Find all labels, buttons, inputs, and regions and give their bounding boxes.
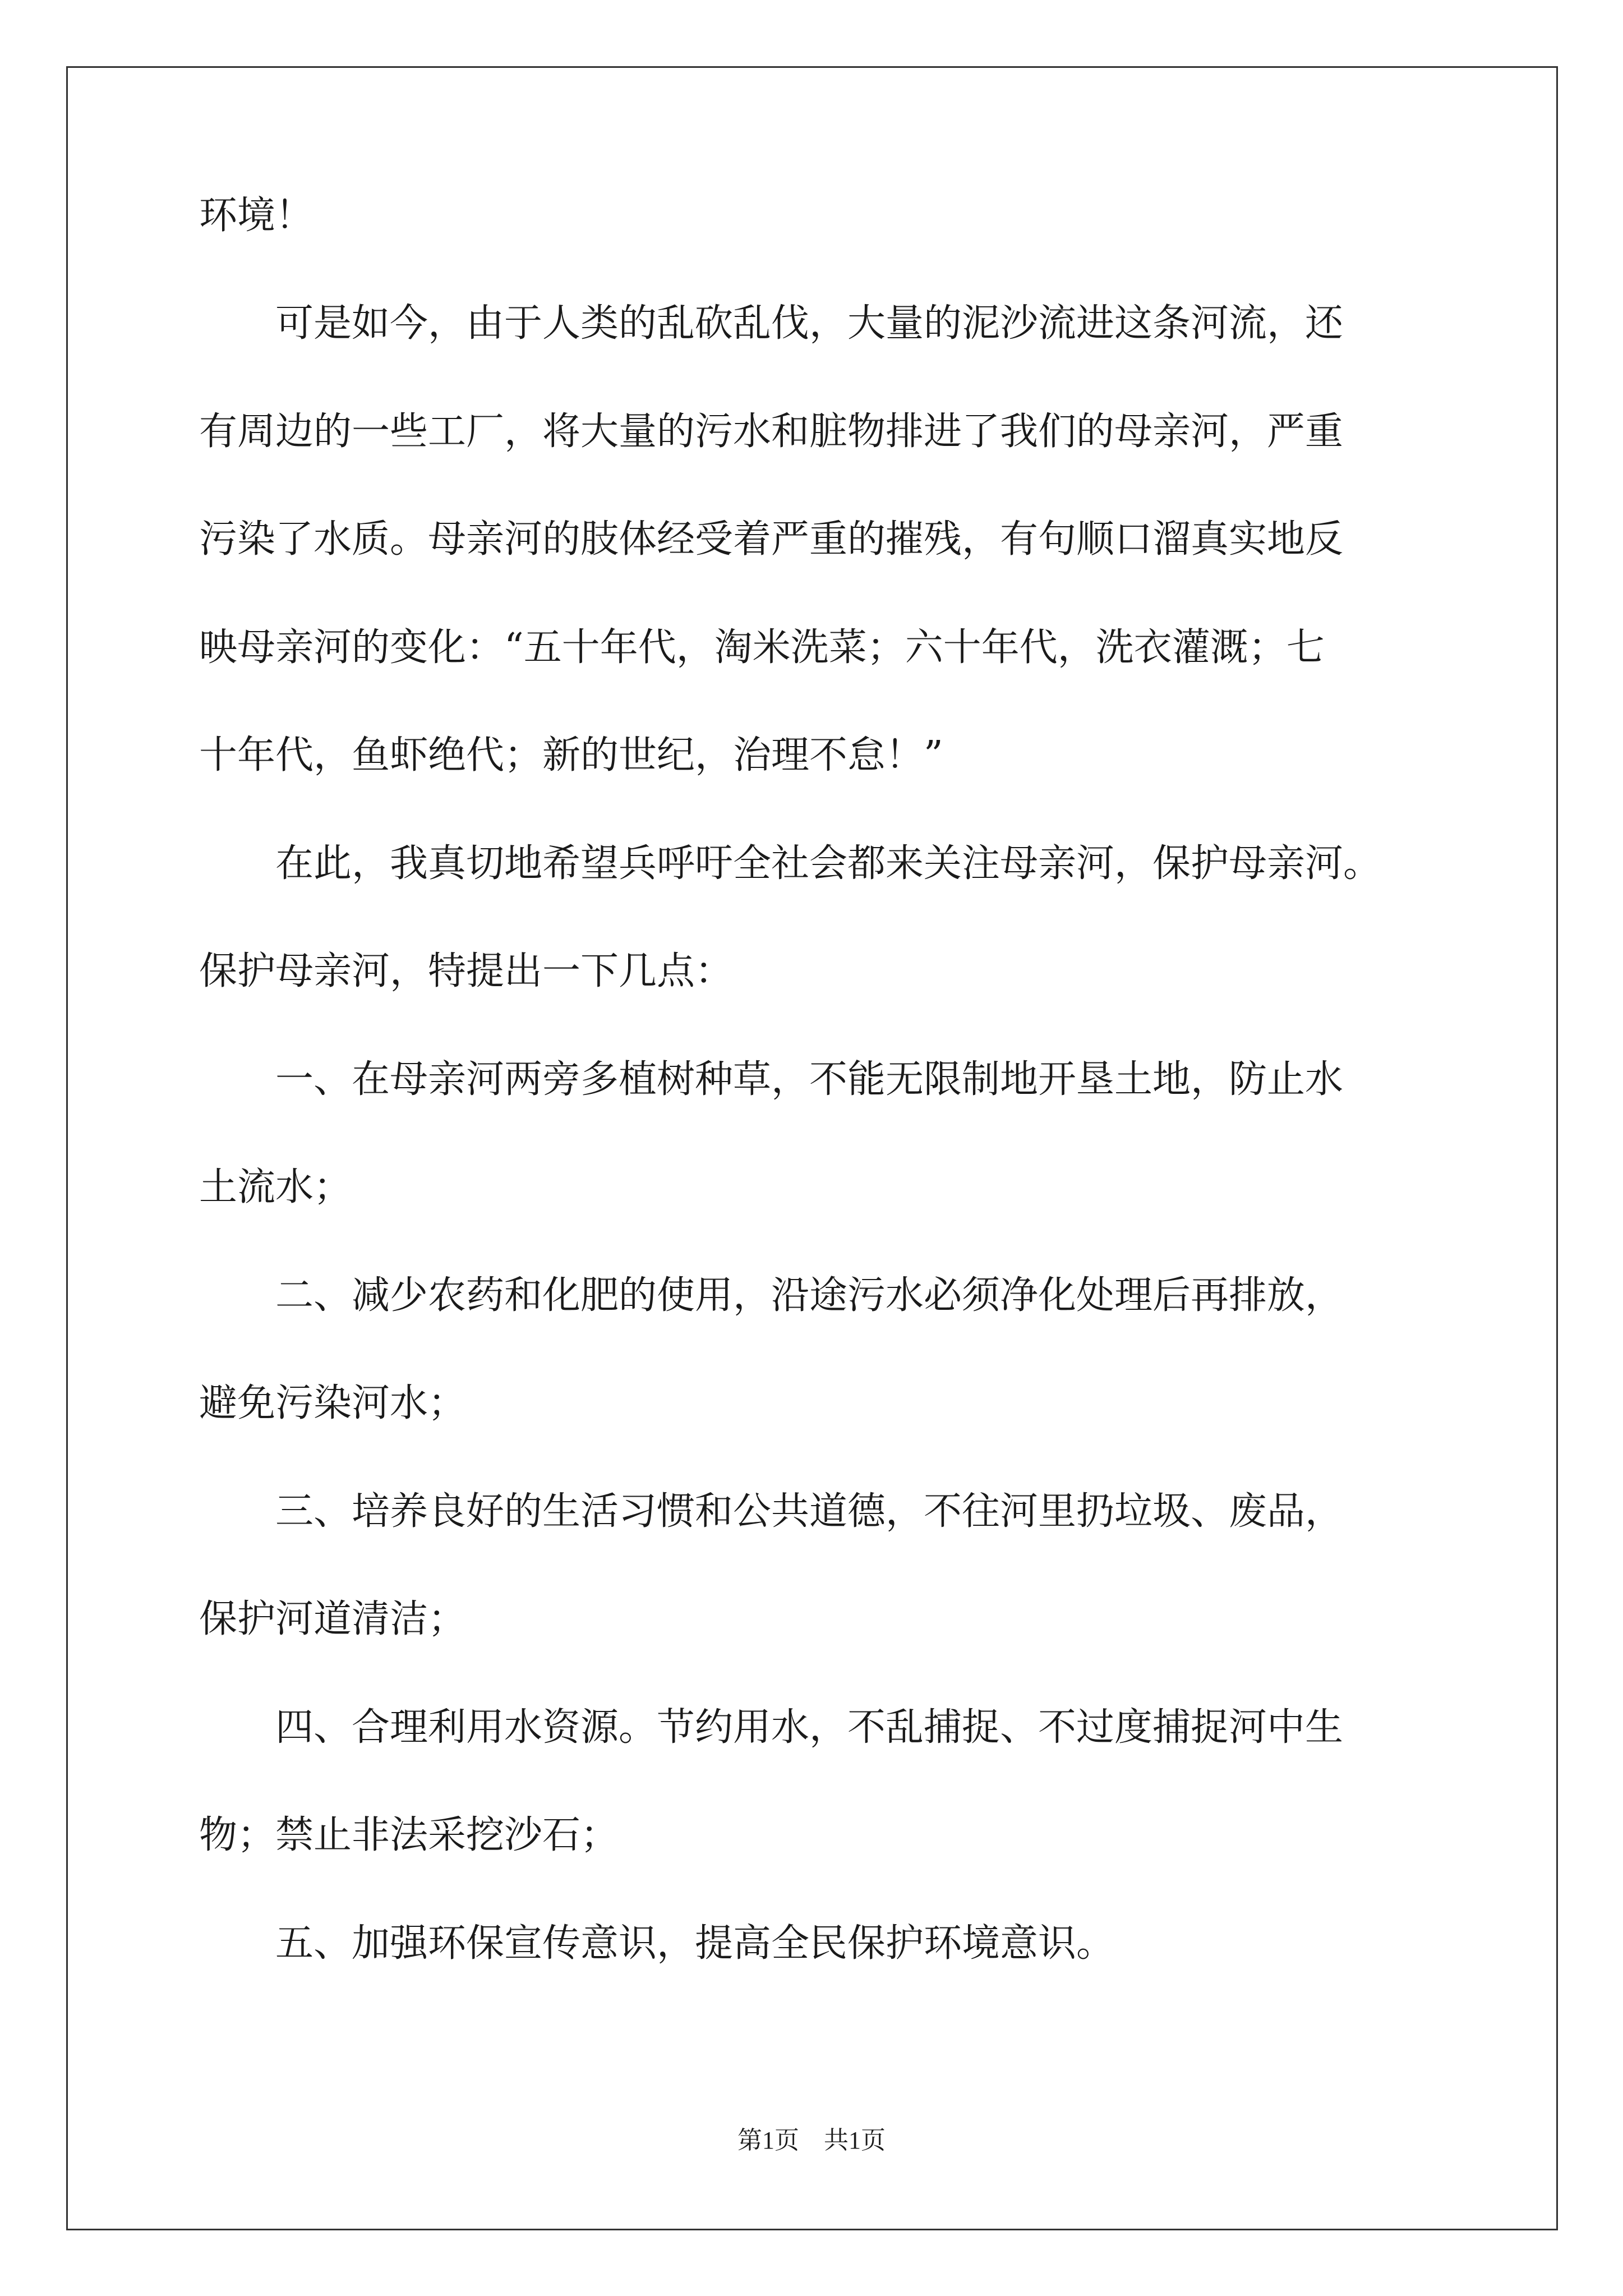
text-line: 可是如今，由于人类的乱砍乱伐，大量的泥沙流进这条河流，还 <box>199 301 1344 346</box>
text-line: 三、培养良好的生活习惯和公共道德，不往河里扔垃圾、废品， <box>199 1489 1344 1534</box>
page-border <box>66 66 1558 2230</box>
page-indicator: 第1页 共1页 <box>737 2127 886 2154</box>
text-line: 环境！ <box>199 194 314 238</box>
text-line: 映母亲河的变化：“五十年代，淘米洗菜；六十年代，洗衣灌溉；七 <box>199 625 1325 670</box>
text-line: 物；禁止非法采挖沙石； <box>199 1813 619 1857</box>
text-line: 避免污染河水； <box>199 1381 467 1425</box>
text-line: 十年代，鱼虾绝代；新的世纪，治理不怠！” <box>199 733 943 777</box>
text-line: 土流水； <box>199 1165 352 1209</box>
text-line: 四、合理利用水资源。节约用水，不乱捕捉、不过度捕捉河中生 <box>199 1705 1344 1750</box>
text-line: 五、加强环保宣传意识，提高全民保护环境意识。 <box>199 1921 1115 1966</box>
text-line: 有周边的一些工厂，将大量的污水和脏物排进了我们的母亲河，严重 <box>199 409 1344 454</box>
text-line: 在此，我真切地希望兵呼吁全社会都来关注母亲河，保护母亲河。 <box>199 841 1382 886</box>
text-line: 保护河道清洁； <box>199 1597 467 1641</box>
text-line: 一、在母亲河两旁多植树种草，不能无限制地开垦土地，防止水 <box>199 1057 1344 1102</box>
text-line: 污染了水质。母亲河的肢体经受着严重的摧残，有句顺口溜真实地反 <box>199 517 1344 562</box>
text-line: 保护母亲河，特提出一下几点： <box>199 949 734 993</box>
text-line: 二、减少农药和化肥的使用，沿途污水必须净化处理后再排放， <box>199 1273 1344 1318</box>
